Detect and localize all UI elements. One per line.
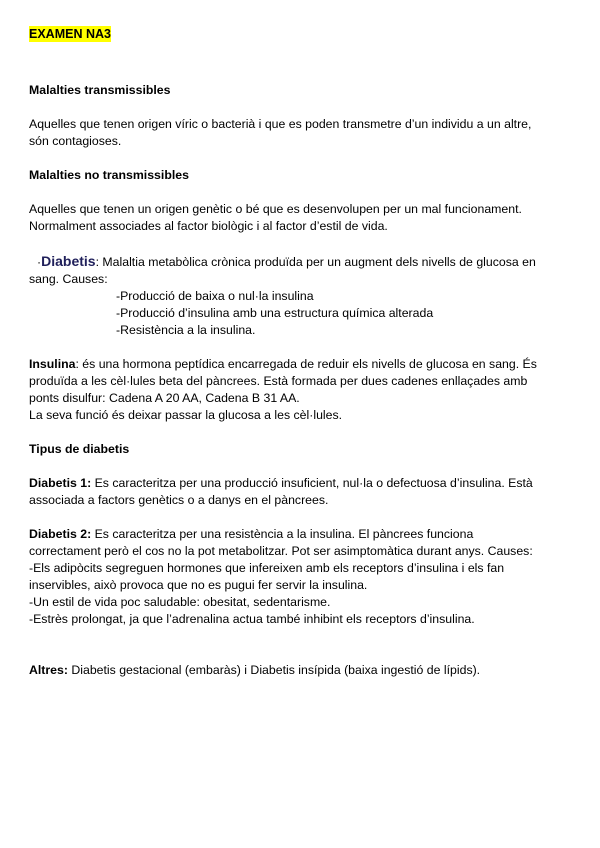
diabetis-term: Diabetis [41,253,96,269]
text-line: inservibles, això provoca que no es pugui fer servir la insulina. [29,578,368,592]
insulina-definition: : és una hormona peptídica encarregada de reduir els nivells de glucosa en sang. És [75,357,537,371]
text-line: -Estrès prolongat, ja que l’adrenalina actua també inhibint els receptors d’insulina. [29,612,475,626]
diabetis-2-term: Diabetis 2: [29,527,92,541]
diabetis-definition: : Malaltia metabòlica crònica produïda per un augment dels nivells de glucosa en [95,255,536,269]
text-line: -Un estil de vida poc saludable: obesitat, sedentarisme. [29,595,331,609]
insulina-term: Insulina [29,357,76,371]
text-line [29,356,574,373]
section-heading-tipus: Tipus de diabetis [29,442,130,456]
paragraph-no-transmissibles [29,201,574,235]
altres-definition: Diabetis gestacional (embaràs) i Diabetis insípida (baixa ingestió de lípids). [67,663,481,677]
text-line: produïda a les cèl·lules beta del pàncrees. Està formada per dues cadenes enllaçades amb [29,374,528,388]
cause-item: -Producció de baixa o nul·la insulina [116,289,314,303]
text-line [29,475,574,492]
text-line: associada a factors genètics o a danys en el pàncrees. [29,493,329,507]
paragraph-diabetis [29,253,574,339]
cause-item: -Resistència a la insulina. [116,323,256,337]
text-line: -Els adipòcits segreguen hormones que infereixen amb els receptors d’insulina i els fan [29,561,505,575]
text-line: Aquelles que tenen origen víric o bacterià i que es poden transmetre d’un individu a un altre, [29,117,532,131]
paragraph-diabetis-2 [29,526,574,628]
diabetis-1-term: Diabetis 1: [29,476,92,490]
text-line [29,526,574,543]
document-title [29,26,574,42]
text-line [29,253,574,271]
diabetis-2-definition: Es caracteritza per una resistència a la insulina. El pàncrees funciona [91,527,474,541]
text-line [29,662,574,679]
text-line: ponts disulfur: Cadena A 20 AA, Cadena B 31 AA. [29,391,300,405]
section-heading-no-transmissibles: Malalties no transmissibles [29,168,189,182]
section-heading-transmissibles: Malalties transmissibles [29,83,171,97]
paragraph-altres [29,662,574,679]
document-page [29,26,574,679]
text-line: La seva funció és deixar passar la glucosa a les cèl·lules. [29,408,343,422]
bullet: · [37,255,42,269]
cause-item: -Producció d’insulina amb una estructura química alterada [116,306,434,320]
text-line: Aquelles que tenen un origen genètic o bé que es desenvolupen per un mal funcionament. [29,202,522,216]
title-highlight: EXAMEN NA3 [29,27,111,41]
text-line: correctament però el cos no la pot metabolitzar. Pot ser asimptomàtica durant anys. Causes: [29,544,533,558]
text-line: sang. Causes: [29,272,108,286]
diabetis-1-definition: Es caracteritza per una producció insuficient, nul·la o defectuosa d’insulina. Està [91,476,533,490]
text-line: són contagioses. [29,134,122,148]
paragraph-insulina [29,356,574,424]
altres-term: Altres: [29,663,68,677]
paragraph-diabetis-1 [29,475,574,509]
paragraph-transmissibles [29,116,574,150]
text-line: Normalment associades al factor biològic i al factor d’estil de vida. [29,219,388,233]
